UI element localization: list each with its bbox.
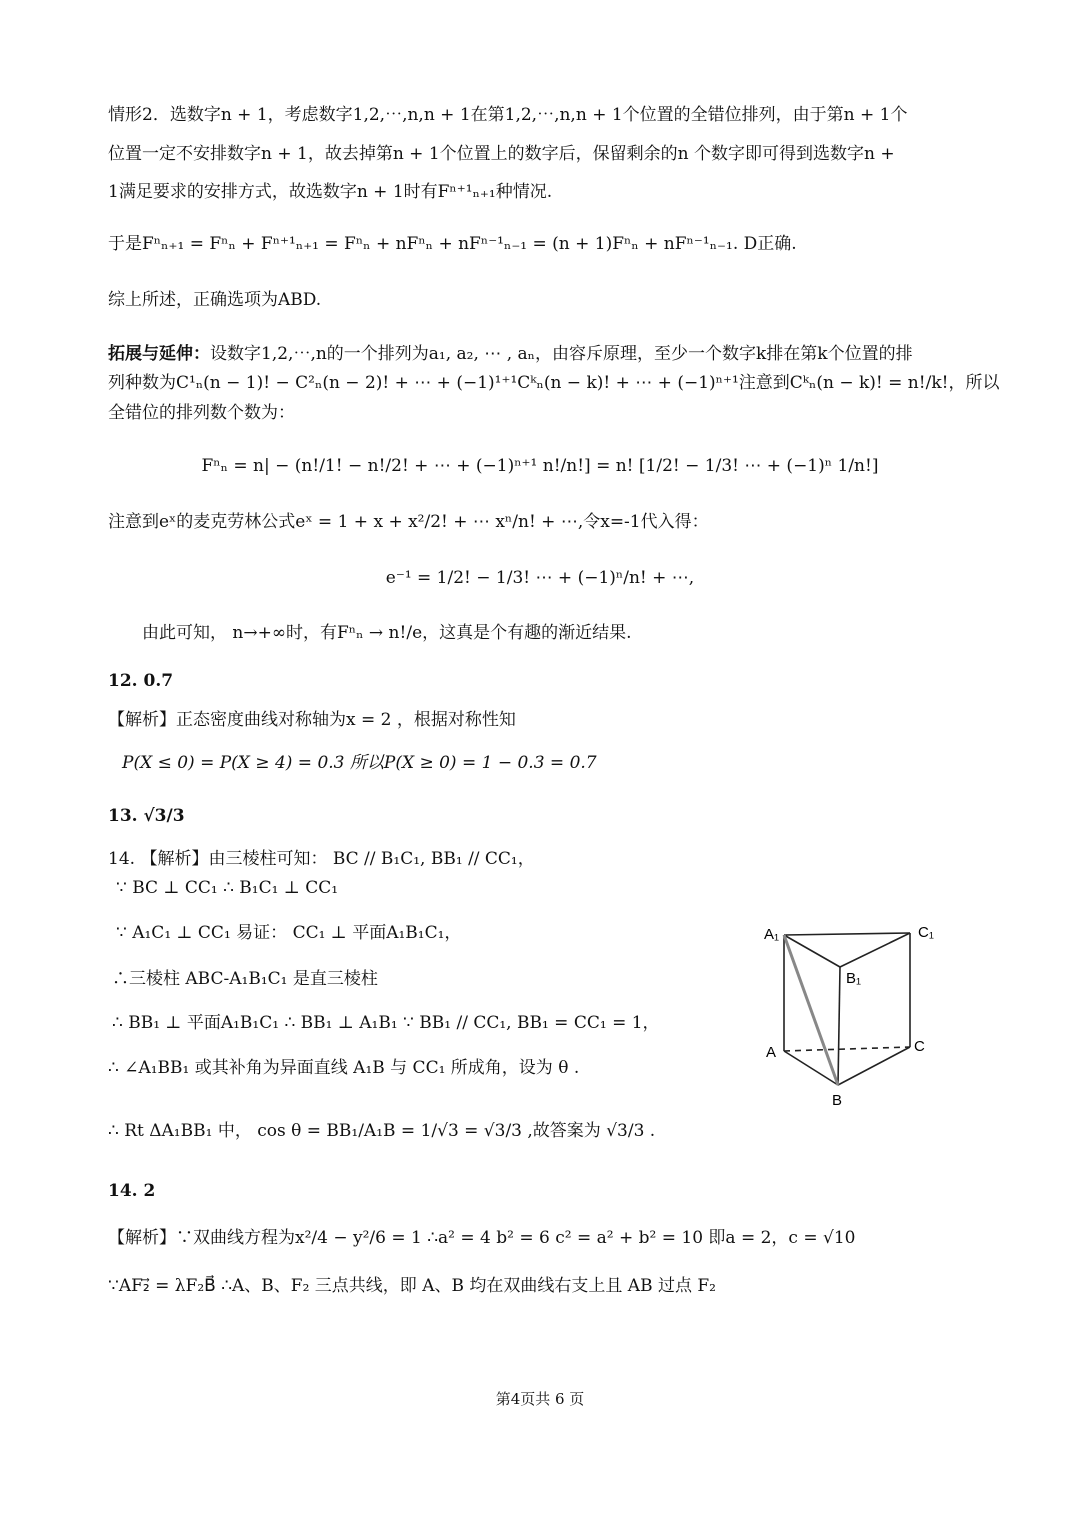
text-line: ∴ Rt ΔA₁BB₁ 中， cos θ = BB₁/A₁B = 1/√3 = √3/3 ,故答案为 √3/3 .: [108, 1121, 656, 1141]
text-line: 位置一定不安排数字n + 1，故去掉第n + 1个位置上的数字后，保留剩余的n 个数字即可得到选数字n +: [108, 144, 895, 164]
edge-AB: [784, 1051, 838, 1085]
section-heading: 拓展与延伸：: [108, 344, 210, 364]
label-B1: B₁: [846, 970, 862, 987]
text-line: ∴ ∠A₁BB₁ 或其补角为异面直线 A₁B 与 CC₁ 所成角，设为 θ .: [108, 1058, 580, 1078]
label-C: C: [914, 1038, 925, 1055]
text-line: 综上所述，正确选项为ABD.: [108, 290, 322, 310]
page-footer: 第4页共 6 页: [495, 1390, 585, 1408]
text-line: 由此可知， n→+∞时，有Fⁿₙ → n!/e，这真是个有趣的渐近结果.: [142, 623, 632, 643]
text-line: 于是Fⁿₙ₊₁ = Fⁿₙ + Fⁿ⁺¹ₙ₊₁ = Fⁿₙ + nFⁿₙ + nFⁿ⁻¹ₙ₋₁ = (n + 1)Fⁿₙ + nFⁿ⁻¹ₙ₋₁. D正确.: [108, 234, 797, 254]
text-line: 【解析】∵双曲线方程为x²/4 − y²/6 = 1 ∴a² = 4 b² = 6 c² = a² + b² = 10 即a = 2，c = √10: [108, 1228, 856, 1248]
text-line: ∴三棱柱 ABC-A₁B₁C₁ 是直三棱柱: [112, 969, 378, 989]
answer-line: 14. 2: [108, 1181, 156, 1201]
label-C1: C₁: [918, 924, 934, 941]
text-line: 14. 【解析】由三棱柱可知： BC // B₁C₁, BB₁ // CC₁，: [108, 849, 535, 869]
formula-line: e⁻¹ = 1/2! − 1/3! ⋯ + (−1)ⁿ/n! + ⋯,: [385, 568, 695, 588]
label-A: A: [766, 1044, 777, 1061]
text-line: ∵ BC ⊥ CC₁ ∴ B₁C₁ ⊥ CC₁: [116, 878, 339, 898]
text-span: 设数字1,2,⋯,n的一个排列为a₁, a₂, ⋯ , aₙ，由容斥原理，至少一个数字k排在第k个位置的排: [210, 344, 913, 364]
edge-BC: [838, 1047, 910, 1085]
text-line: ∵ A₁C₁ ⊥ CC₁ 易证： CC₁ ⊥ 平面A₁B₁C₁，: [116, 923, 462, 943]
edge-A1C1: [784, 933, 910, 935]
text-line: 情形2．选数字n + 1，考虑数字1,2,⋯,n,n + 1在第1,2,⋯,n,n + 1个位置的全错位排列，由于第n + 1个: [108, 105, 908, 125]
edge-A1B: [784, 935, 838, 1085]
label-A1: A₁: [764, 926, 780, 943]
text-line: ∴ BB₁ ⊥ 平面A₁B₁C₁ ∴ BB₁ ⊥ A₁B₁ ∵ BB₁ // CC₁, BB₁ = CC₁ = 1，: [112, 1013, 660, 1033]
edge-B1B: [838, 967, 840, 1085]
text-line: [108, 343, 913, 365]
prism-diagram: [760, 915, 960, 1115]
edge-B1C1: [840, 933, 910, 967]
text-line: ∵AF₂⃗ = λF₂B⃗ ∴A、B、F₂ 三点共线，即 A、B 均在双曲线右支上且 AB 过点 F₂: [108, 1276, 716, 1296]
answer-line: 12. 0.7: [108, 671, 174, 691]
text-line: 注意到eˣ的麦克劳林公式eˣ = 1 + x + x²/2! + ⋯ xⁿ/n! + ⋯,令x=-1代入得：: [108, 512, 709, 532]
formula-line: P(X ≤ 0) = P(X ≥ 4) = 0.3 所以P(X ≥ 0) = 1 − 0.3 = 0.7: [122, 753, 597, 773]
text-line: 列种数为C¹ₙ(n − 1)! − C²ₙ(n − 2)! + ⋯ + (−1)¹⁺¹Cᵏₙ(n − k)! + ⋯ + (−1)ⁿ⁺¹注意到Cᵏₙ(n − k)! = n!/k!，所以: [108, 373, 1000, 393]
formula-line: Fⁿₙ = n| − (n!/1! − n!/2! + ⋯ + (−1)ⁿ⁺¹ n!/n!] = n! [1/2! − 1/3! ⋯ + (−1)ⁿ 1/n!]: [201, 456, 879, 476]
text-line: 【解析】正态密度曲线对称轴为x = 2 ，根据对称性知: [108, 710, 516, 730]
answer-line: 13. √3/3: [108, 806, 185, 826]
label-B: B: [832, 1092, 843, 1109]
text-line: 全错位的排列数个数为：: [108, 403, 295, 423]
edge-AC-hidden: [784, 1047, 910, 1051]
text-line: 1满足要求的安排方式，故选数字n + 1时有Fⁿ⁺¹ₙ₊₁种情况.: [108, 182, 553, 202]
